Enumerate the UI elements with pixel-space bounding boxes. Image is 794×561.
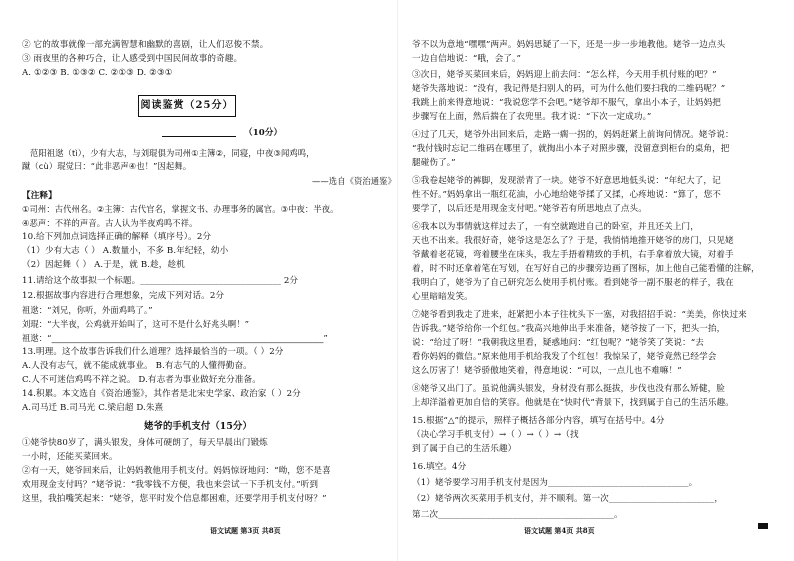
page-footer: 语文试题 第3页 共8页	[210, 526, 281, 535]
option-line: ③ 雨夜里的各种巧合，让人感受到中国民间故事的奇趣。	[22, 54, 243, 64]
question-13-options: A.人没有志气，就不能成就事业。 B.有志气的人懂得勤奋。	[22, 361, 252, 371]
story-line: 腿碰伤了。”	[412, 158, 456, 168]
passage2-line: ②有一天，姥爷回来后，让妈妈教他用手机支付。妈妈惊讶地问：“呦，您不是喜	[22, 466, 331, 476]
page-footer: 语文试题 第4页 共8页	[524, 526, 595, 535]
story-line: 天也不出来。我很好奇，姥爷这是怎么了？于是，我悄悄地推开姥爷的房门，只见姥	[412, 236, 734, 246]
question-15-chain: 到了属于自己的生活乐趣）	[412, 444, 517, 454]
page-divider	[397, 0, 398, 561]
option-line: ② 它的故事就像一部充满智慧和幽默的喜剧，让人们忍俊不禁。	[22, 40, 269, 50]
story-line: 爷不以为意地“嘿嘿”两声。妈妈思疑了一下，还是一步一步地教他。姥爷一边点头	[412, 40, 726, 50]
note-line: ④恶声：不祥的声音。古人认为半夜鸡鸣不祥。	[22, 218, 198, 228]
question-16: 16.填空。4分	[412, 462, 467, 472]
story-line: 一边自信地说：“哦，会了。”	[412, 54, 522, 64]
story-line: 要学了，以后还是用现金支付吧。”姥爷若有所思地点了点头。	[412, 204, 647, 214]
question-14-options: A.司马迁 B.司马光 C.梁启超 D.朱熹	[22, 403, 164, 413]
story-line: 告诉我。”姥爷给你一个红包。”我高兴地伸出手来准备，姥爷按了一下，把头一抬，	[412, 324, 726, 334]
section-title: 阅读鉴赏（25分）	[138, 95, 236, 117]
story-line: ④过了几天，姥爷外出回来后，走路一瘸一拐的，妈妈赶紧上前询问情况。姥爷说：	[412, 130, 734, 140]
question-12: 12.根据故事内容进行合理想象，完成下列对话。2分	[22, 291, 225, 301]
story-line: 这么厉害了！姥爷骄傲地笑着，得意地说：“可以，一点儿也不难嘛！”	[412, 366, 682, 376]
story-line: ③次日，姥爷买菜回来后，妈妈迎上前去问：“怎么样，今天用手机付账的吧？”	[412, 70, 717, 80]
passage2-title: 姥爷的手机支付（15分）	[144, 421, 252, 432]
story-line: ⑧姥爷又出门了。虽说他满头银发，身材没有那么挺拔，步伐也没有那么矫健，脸	[412, 384, 725, 394]
question-16-item: （1）姥爷要学习用手机支付是因为________________________________。	[412, 478, 698, 488]
passage-source: ——选自《资治通鉴》	[312, 176, 396, 186]
story-line: 着，时不时还拿着笔在写划，在写好自己的步骤旁边画了图标，加上他自己能看懂的注解，	[412, 264, 760, 274]
story-line: 看你妈妈的微信。”原来他用手机给我发了个红包！我惊呆了，姥爷竟然已经学会	[412, 352, 717, 362]
story-line: 上却洋溢着更加自信的笑容。他就是在“快时代”背景下，找到属于自己的生活乐趣。	[412, 398, 734, 408]
question-10: 10.给下列加点词选择正确的解释（填序号）。2分	[22, 232, 212, 242]
classical-passage: 蹴（cù）琨觉曰：“此非恶声④也！”因起舞。	[22, 161, 192, 171]
story-line: 姥爷失落地说：“没有，我记得是扫别人的码，可为什么他们要扫我的二维码呢？”	[412, 84, 726, 94]
question-13: 13.明理。这个故事告诉我们什么道理？选择最恰当的一项。（ ）2分	[22, 347, 284, 357]
story-line: 我跳上前来得意地说：“我说您学不会吧。”姥爷却不服气，拿出小本子，让妈妈把	[412, 98, 721, 108]
story-line: 心里暗暗发笑。	[412, 292, 473, 302]
title-blank	[162, 136, 236, 137]
story-line: ⑤我卷起姥爷的裤脚，发现淤青了一块。姥爷不好意思地低头说：“年纪大了，记	[412, 176, 721, 186]
question-11: 11.请给这个故事拟一个标题。________________________________ 2分	[22, 276, 299, 286]
story-line: 说：“给过了呀！”我朝我这里看，疑惑地问：“红包呢？”姥爷笑了笑说：“去	[412, 338, 704, 348]
story-line: ⑦姥爷看到我走了进来，赶紧把小本子往枕头下一塞，对我招招手说：“美美，你快过来	[412, 310, 747, 320]
dialogue-line: 祖逖：“刘兄，你听，外面鸡鸣了。”	[22, 305, 153, 315]
story-line: 爷戴着老花镜，弯着腰坐在床头，我左手捂着精致的手机，右手拿着放大镜，对着手	[412, 250, 734, 260]
passage2-line: 这里，我拍嘴笑起来：“姥爷，您平时发个信息都困难，还要学用手机支付呀？”	[22, 494, 327, 504]
notes-title: 【注释】	[22, 191, 57, 201]
question-16-item: 第二次________________________________________。	[412, 510, 623, 520]
question-15-chain: （决心学习手机支付）→（ ）→（ ）→（找	[412, 430, 579, 440]
dialogue-line: 刘琨：“大半夜，公鸡就开始叫了，这可不是什么好兆头啊！”	[22, 319, 250, 329]
story-line: 我明白了，姥爷为了自己研究怎么使用手机付账。看到姥爷一副不服老的样子，我在	[412, 278, 734, 288]
answer-options: A. ①②③ B. ①③② C. ②①③ D. ②③①	[22, 68, 173, 78]
story-line: 步骤写在上面，然后揣在了衣兜里。我才说：“下次一定成功。”	[412, 112, 652, 122]
note-line: ①司州：古代州名。②主簿：古代官名，掌握文书、办理事务的属官。③中夜：半夜。	[22, 204, 339, 214]
question-14: 14.积累。本文选自《资治通鉴》，其作者是北宋史学家、政治家（ ）2分	[22, 389, 301, 399]
dialogue-blank: 祖逖：“________________________________________________________________”	[22, 333, 328, 343]
question-13-options: C.人不可迷信鸡鸣不祥之说。 D.有志者为事业做好充分准备。	[22, 375, 261, 385]
story-line: ⑥我本以为事情就这样过去了，一有空就跑进自己的卧室，并且还关上门，	[412, 222, 699, 232]
passage2-line: 一小时，还能买菜回来。	[22, 452, 118, 462]
passage2-line: ①姥爷快80岁了，满头银发，身体可硬朗了，每天早晨出门锻炼	[22, 438, 268, 448]
corner-mark	[758, 523, 768, 529]
question-16-item: （2）姥爷两次买菜用手机支付，并不顺利。第一次________________________，	[412, 494, 724, 504]
question-15: 15.根据“△”的提示，照样子概括各部分内容，填写在括号中。4分	[412, 416, 665, 426]
question-10-item: （1）少有大志（ ） A.数量小，不多 B.年纪轻，幼小	[22, 246, 229, 256]
classical-passage: 范阳祖逖（tì），少有大志，与刘琨俱为司州①主簿②，同寝，中夜③闻鸡鸣，	[30, 148, 315, 158]
passage2-line: 欢用现金支付吗？”姥爷说：“我零钱不方便，我也来尝试一下手机支付。”听到	[22, 480, 319, 490]
story-line: “我付钱时忘记二维码在哪里了，就掏出小本子对照步骤，没留意到柜台的桌角，把	[412, 144, 730, 154]
passage-points: （10分）	[244, 128, 283, 138]
story-line: 性不好。”妈妈拿出一瓶红花油，小心地给姥爷揉了又揉，心疼地说：“算了，您不	[412, 190, 721, 200]
question-10-item: （2）因起舞（ ） A.于是，就 B.趁，趁机	[22, 260, 185, 270]
